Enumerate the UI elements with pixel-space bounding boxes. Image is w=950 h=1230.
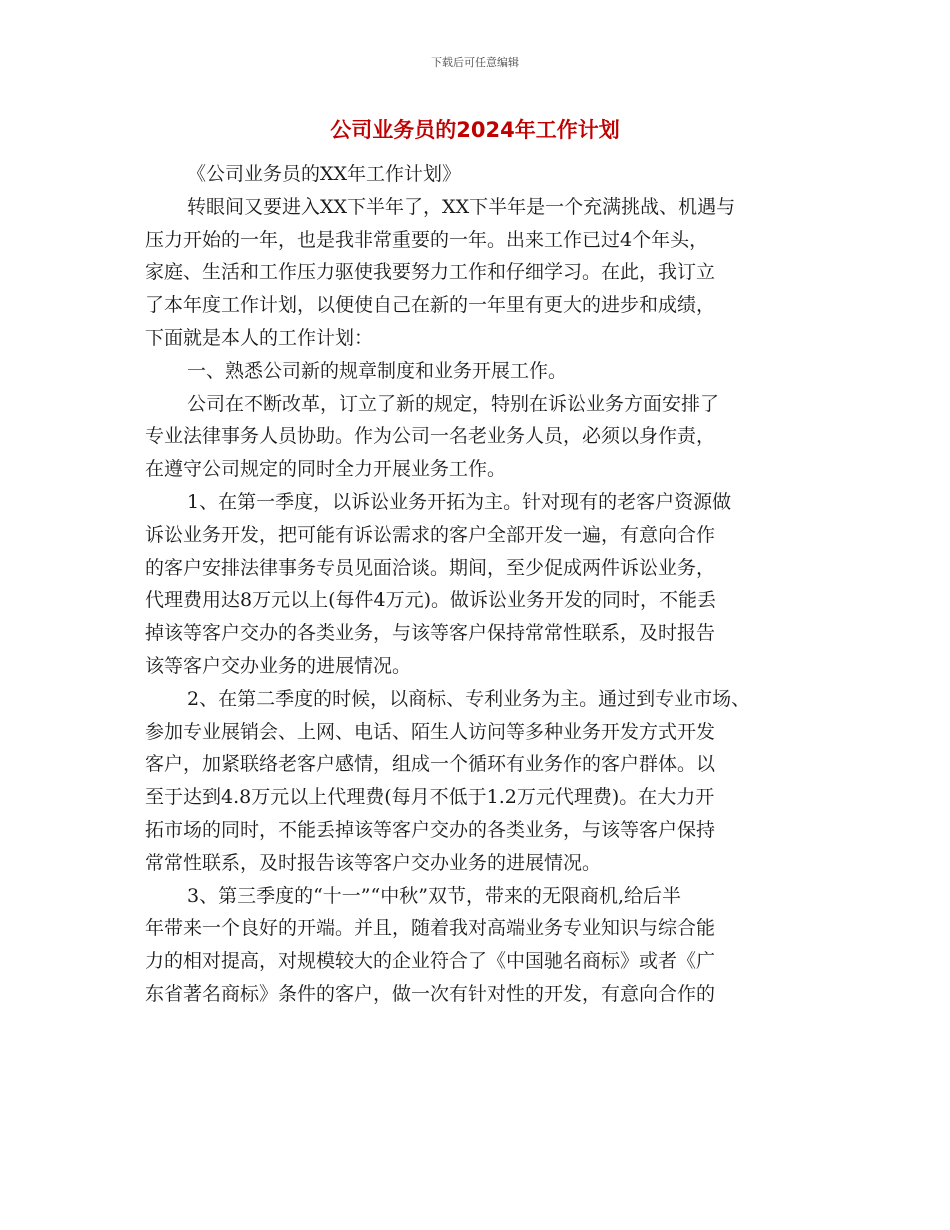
text-line: 该等客户交办业务的进展情况。 xyxy=(145,654,412,677)
document-title: 公司业务员的2024年工作计划 xyxy=(330,118,620,142)
text-line: 参加专业展销会、上网、电话、陌生人访问等多种业务开发方式开发 xyxy=(145,720,716,743)
text-line: 2、在第二季度的时候，以商标、专利业务为主。通过到专业市场、 xyxy=(187,687,751,710)
text-line: 压力开始的一年，也是我非常重要的一年。出来工作已过4个年头， xyxy=(145,228,709,251)
text-line: 东省著名商标》条件的客户，做一次有针对性的开发，有意向合作的 xyxy=(145,982,716,1005)
text-line: 拓市场的同时，不能丢掉该等客户交办的各类业务，与该等客户保持 xyxy=(145,818,716,841)
text-line: 专业法律事务人员协助。作为公司一名老业务人员，必须以身作责， xyxy=(145,425,716,448)
text-line: 年带来一个良好的开端。并且，随着我对高端业务专业知识与综合能 xyxy=(145,917,716,940)
text-line: 至于达到4.8万元以上代理费(每月不低于1.2万元代理费)。在大力开 xyxy=(145,786,715,809)
text-line: 下面就是本人的工作计划： xyxy=(145,326,374,349)
text-line: 诉讼业务开发，把可能有诉讼需求的客户全部开发一遍，有意向合作 xyxy=(145,523,716,546)
text-line: 掉该等客户交办的各类业务，与该等客户保持常常性联系，及时报告 xyxy=(145,622,716,645)
text-line: 代理费用达8万元以上(每件4万元)。做诉讼业务开发的同时，不能丢 xyxy=(145,589,717,612)
text-line: 转眼间又要进入XX下半年了，XX下半年是一个充满挑战、机遇与 xyxy=(187,195,736,218)
text-line: 公司在不断改革，订立了新的规定，特别在诉讼业务方面安排了 xyxy=(187,392,720,415)
header-note: 下载后可任意编辑 xyxy=(431,56,519,69)
text-line: 1、在第一季度，以诉讼业务开拓为主。针对现有的老客户资源做 xyxy=(187,490,732,513)
text-line: 的客户安排法律事务专员见面洽谈。期间，至少促成两件诉讼业务， xyxy=(145,556,716,579)
text-line: 了本年度工作计划，以便使自己在新的一年里有更大的进步和成绩， xyxy=(145,294,716,317)
document-body xyxy=(145,158,825,1011)
text-line: 力的相对提高，对规模较大的企业符合了《中国驰名商标》或者《广 xyxy=(145,950,716,973)
text-line: 3、第三季度的“十一”“中秋”双节，带来的无限商机,给后半 xyxy=(187,884,681,907)
text-line: 客户，加紧联络老客户感情，组成一个循环有业务作的客户群体。以 xyxy=(145,753,716,776)
text-line: 一、熟悉公司新的规章制度和业务开展工作。 xyxy=(187,359,568,382)
text-line: 常常性联系，及时报告该等客户交办业务的进展情况。 xyxy=(145,851,602,874)
text-line: 《公司业务员的XX年工作计划》 xyxy=(187,163,462,185)
text-line: 在遵守公司规定的同时全力开展业务工作。 xyxy=(145,458,507,481)
text-line: 家庭、生活和工作压力驱使我要努力工作和仔细学习。在此，我订立 xyxy=(145,261,716,284)
